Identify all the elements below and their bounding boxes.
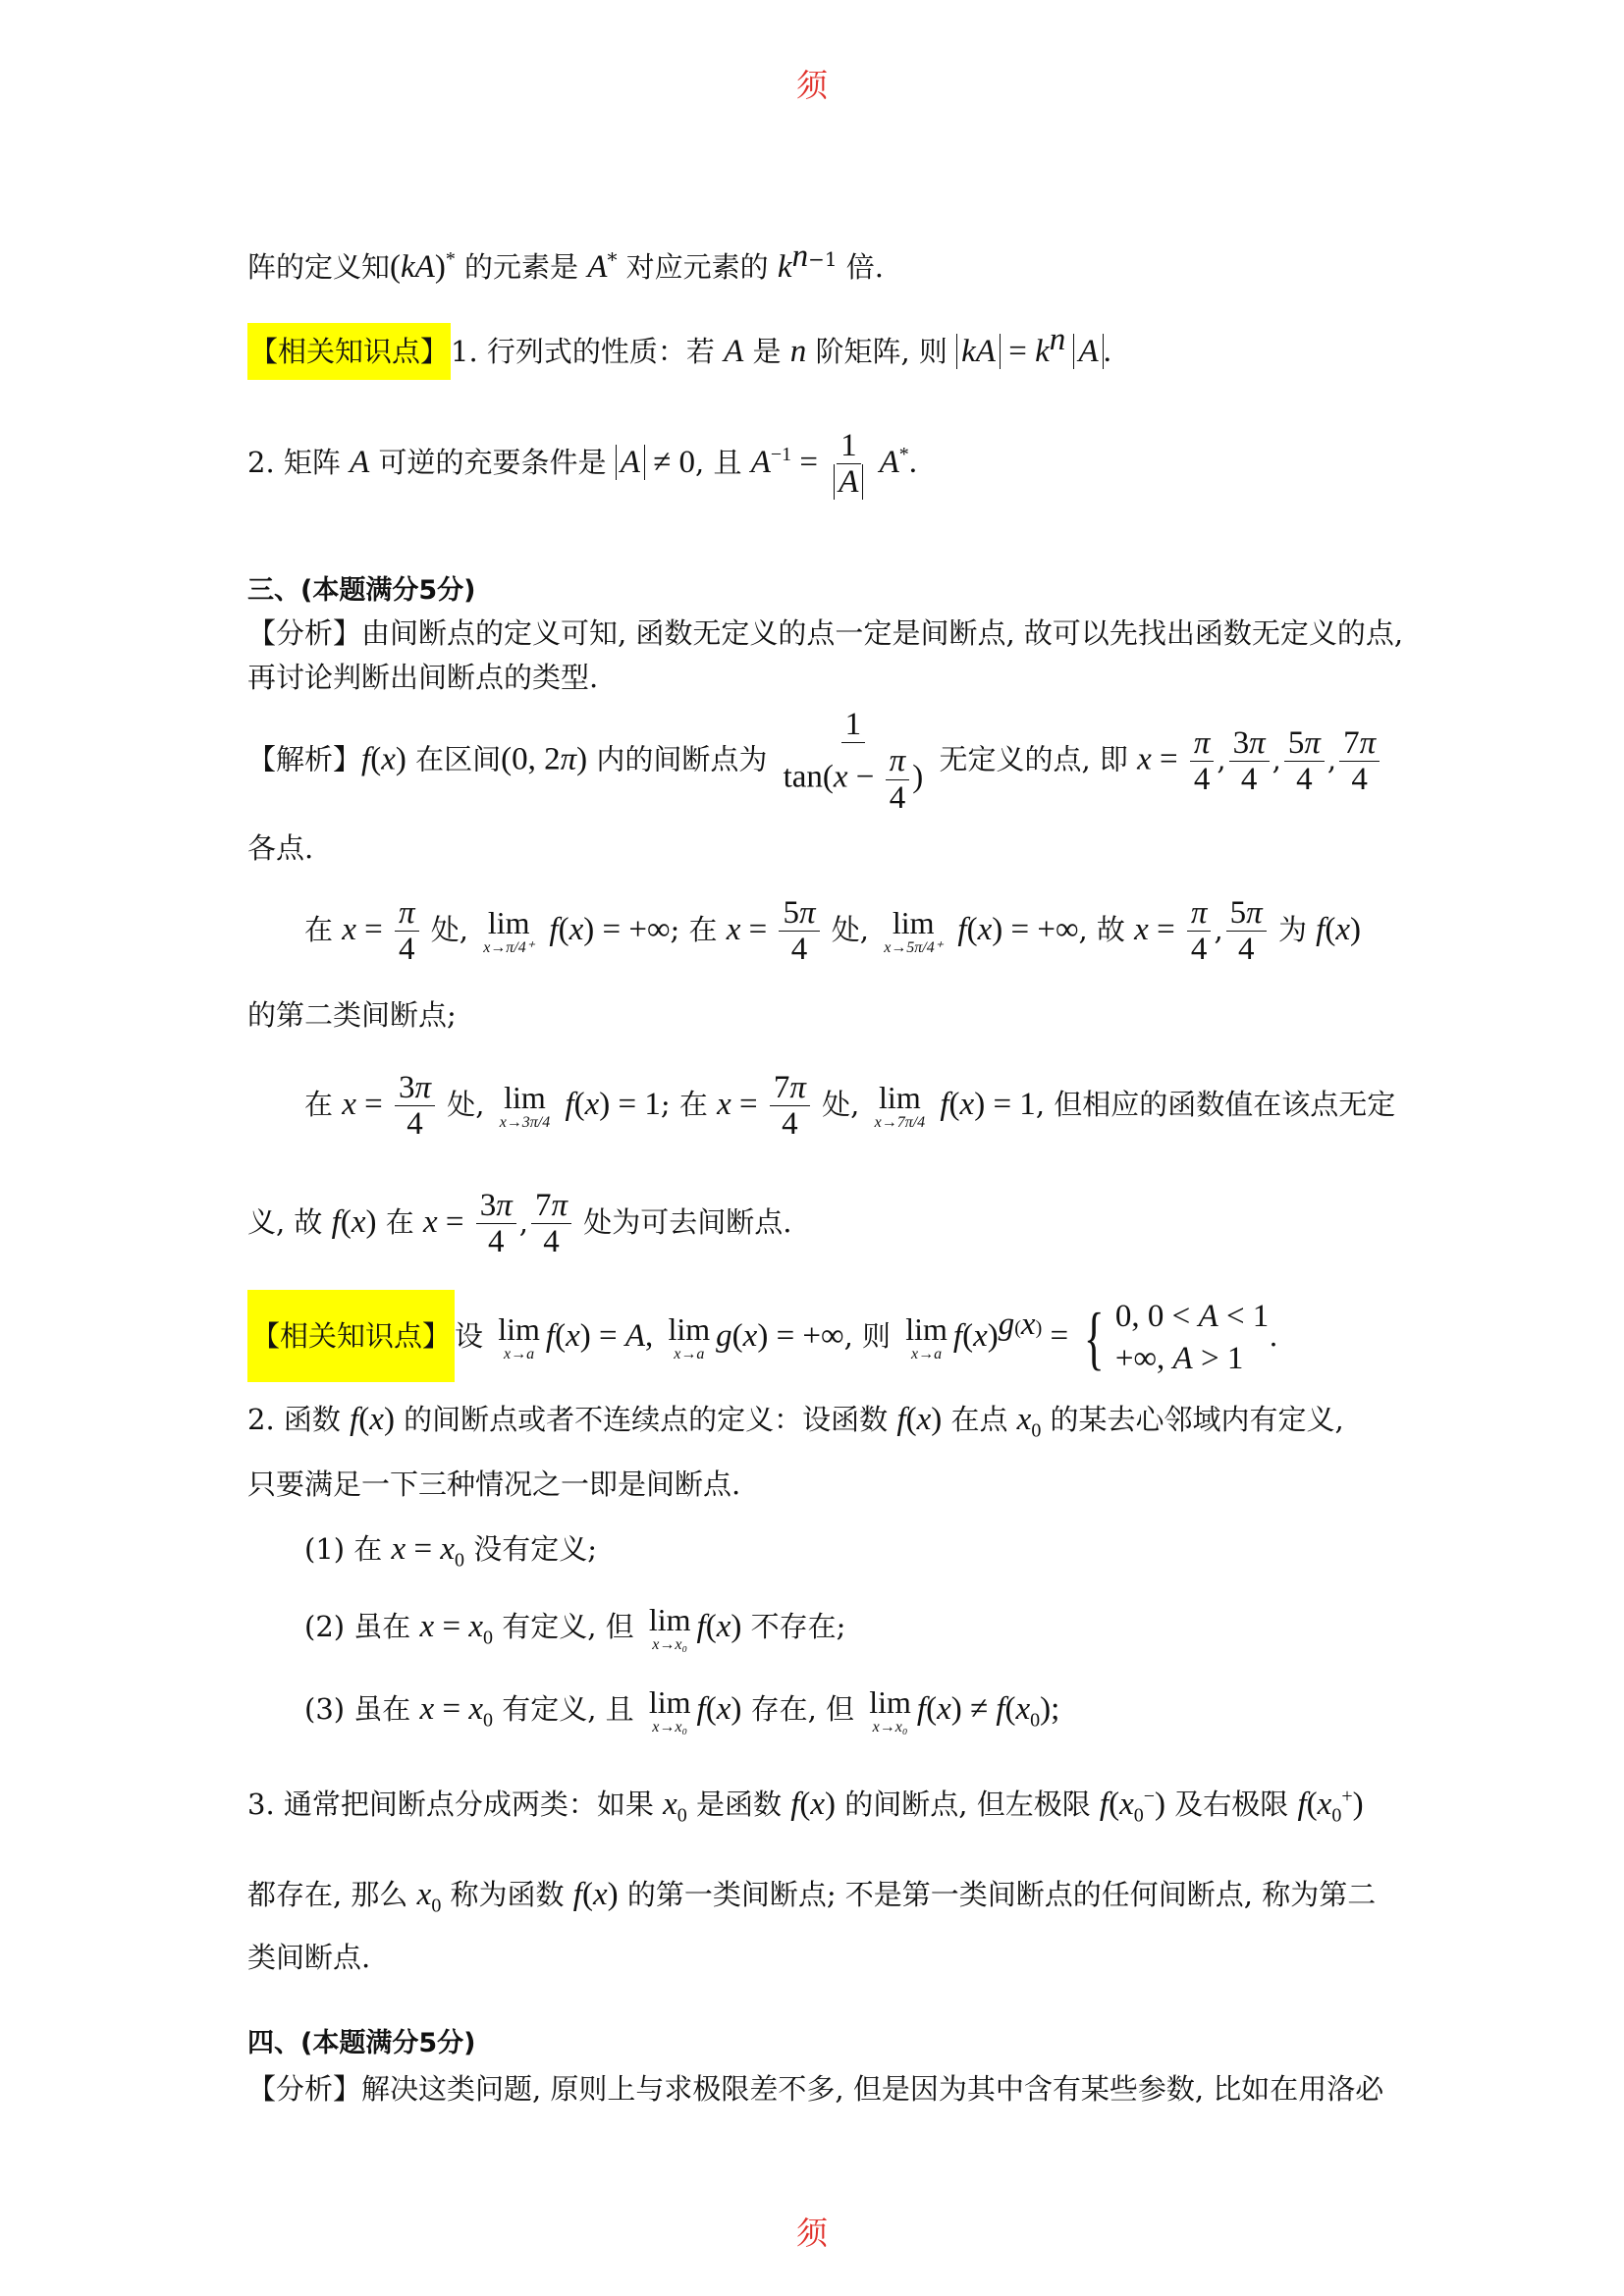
math-line: 在 x = $\frac{\pi}{4}$ 处, lim x→π/4⁺ f(x) = +∞; 在 x = $\frac{5\pi}{4}$ 处, lim x→5π/4⁺ f(x) = +∞, 故 x = $\frac{\pi}{4}$ , $\frac{5\pi}{4}$ 为 f(x) (304, 895, 1361, 968)
definition: 只要满足一下三种情况之一即是间断点. (247, 1468, 741, 1501)
page-header: 须 (795, 67, 828, 104)
condition-item: (2) 虽在 $x = x_0$ 有定义, 但 lim x→x₀ f(x) 不存在; (304, 1602, 846, 1653)
analysis: 【分析】解决这类问题, 原则上与求极限差不多, 但是因为其中含有某些参数, 比如在用洛必 (247, 2072, 1384, 2106)
knowledge-point: 【相关知识点】1. 行列式的性质：若 A 是 n 阶矩阵, 则 kA = $k^n$ A . (247, 330, 1386, 373)
condition-item: (1) 在 $x = x_0$ 没有定义; (304, 1531, 597, 1572)
piecewise: { 0, 0 < A < 1 +∞, A > 1 (1084, 1298, 1270, 1377)
condition-item: (3) 虽在 $x = x_0$ 有定义, 且 lim x→x₀ f(x) 存在, 但 lim x→x₀ $f(x) \ne f(x_0)$; (304, 1684, 1060, 1735)
math-line: 在 x = $\frac{3\pi}{4}$ 处, lim x→3π/4 f(x) = 1; 在 x = $\frac{7\pi}{4}$ 处, lim x→7π/4 f(x) = 1, 但相应的函数值在该点无定 (304, 1070, 1396, 1143)
definition: 类间断点. (247, 1941, 371, 1974)
definition: 2. 函数 f(x) 的间断点或者不连续点的定义：设函数 f(x) 在点 $x_0$ 的某去心邻域内有定义, (247, 1402, 1344, 1442)
section-title: 三、(本题满分5分) (247, 575, 476, 606)
fraction: $\frac{1}{A}$ (830, 428, 867, 501)
section-title: 四、(本题满分5分) (247, 2028, 476, 2058)
page-footer: 须 (795, 2215, 828, 2252)
analysis: 【分析】由间断点的定义可知, 函数无定义的点一定是间断点, 故可以先找出函数无定义的点, (247, 616, 1404, 650)
math-line: 义, 故 f(x) 在 x = $\frac{3\pi}{4}$ , $\frac{7\pi}{4}$ 处为可去间断点. (247, 1188, 792, 1260)
knowledge-point: 2. 矩阵 A 可逆的充要条件是 A ≠ 0, 且 $A^{-1}$ = $\frac{1}{A}$ A*. (247, 428, 918, 501)
fraction: 1 tan(x − $\frac{\pi}{4}$ ) (783, 707, 924, 816)
highlight-label: 【相关知识点】 (247, 1290, 455, 1382)
knowledge-point: 【相关知识点】 设 lim x→a f(x) = A, lim x→a g(x) = +∞, 则 lim x→a $f(x)^{g(x)}$ = { 0, 0 < A < 1 +∞, A > 1 . (247, 1296, 1386, 1380)
highlight-label: 【相关知识点】 (247, 323, 451, 380)
text-line: 阵的定义知(kA)* 的元素是 A* 对应元素的 $k^{n-1}$ 倍. (247, 239, 884, 285)
analysis: 再讨论判断出间断点的类型. (247, 661, 599, 694)
text-line: 各点. (247, 831, 314, 865)
definition: 3. 通常把间断点分成两类：如果 $x_0$ 是函数 f(x) 的间断点, 但左极限 $f(x_0^-)$ 及右极限 $f(x_0^+)$ (247, 1786, 1364, 1827)
text-line: 的第二类间断点; (247, 998, 457, 1032)
definition: 都存在, 那么 $x_0$ 称为函数 f(x) 的第一类间断点; 不是第一类间断点的任何间断点, 称为第二 (247, 1877, 1377, 1917)
solution-line: 【解析】f(x) 在区间(0, 2π) 内的间断点为 1 tan(x − $\frac{\pi}{4}$ ) 无定义的点, 即 x = $\frac{\pi}{4}$ , $\frac{3\pi}{4}$ , $\frac{5\pi}{4}$ , $\frac{7\pi}{4}$ (247, 707, 1386, 816)
